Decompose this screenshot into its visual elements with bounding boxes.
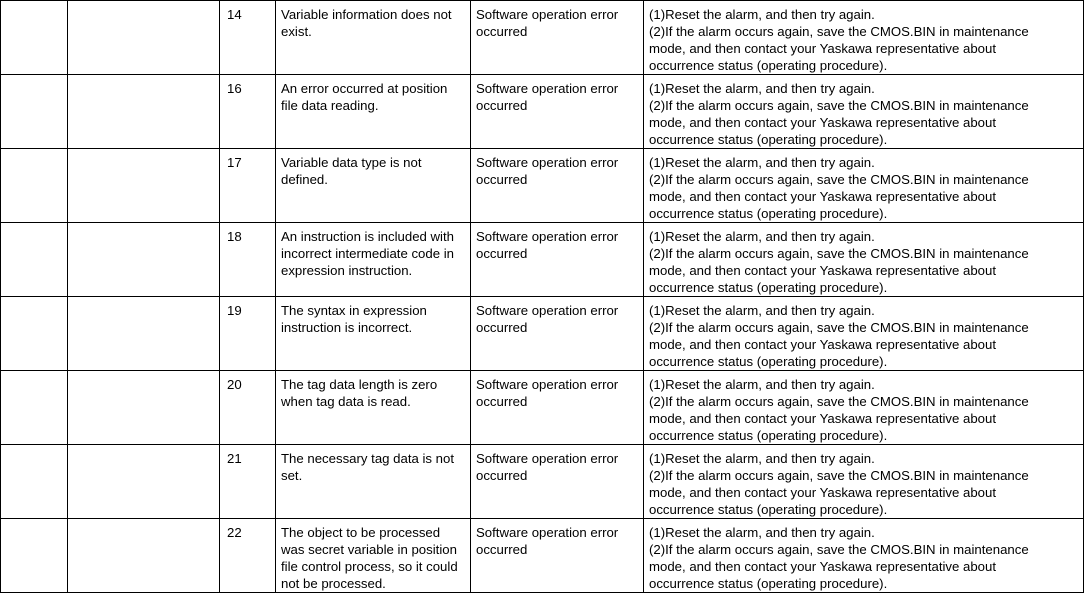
cause-cell: [471, 519, 644, 593]
cause-line: Software operation error: [476, 377, 619, 392]
cause-cell: [471, 149, 644, 223]
remedy-line: (2)If the alarm occurs again, save the CMOS.BIN in maintenance: [649, 468, 1029, 483]
cause-line: occurred: [476, 246, 528, 261]
remedy-cell: [644, 445, 1084, 519]
remedy-line: (1)Reset the alarm, and then try again.: [649, 81, 875, 96]
cause-line: Software operation error: [476, 7, 619, 22]
remedy-line: mode, and then contact your Yaskawa representative about: [649, 115, 997, 130]
remedy-cell: [644, 371, 1084, 445]
sub-code-cell: [220, 149, 276, 223]
remedy-line: (2)If the alarm occurs again, save the CMOS.BIN in maintenance: [649, 24, 1029, 39]
description-line: An error occurred at position: [281, 81, 448, 96]
description-line: The necessary tag data is not: [281, 451, 455, 466]
remedy-line: (2)If the alarm occurs again, save the CMOS.BIN in maintenance: [649, 246, 1029, 261]
remedy-line: (1)Reset the alarm, and then try again.: [649, 229, 875, 244]
remedy-line: (1)Reset the alarm, and then try again.: [649, 7, 875, 22]
cause-line: occurred: [476, 320, 528, 335]
description-line: incorrect intermediate code in: [281, 246, 454, 261]
remedy-line: (1)Reset the alarm, and then try again.: [649, 451, 875, 466]
remedy-line: (2)If the alarm occurs again, save the CMOS.BIN in maintenance: [649, 172, 1029, 187]
remedy-line: mode, and then contact your Yaskawa representative about: [649, 559, 997, 574]
sub-code-cell: [220, 445, 276, 519]
sub-code: 21: [227, 451, 242, 466]
table-row: [1, 149, 1084, 223]
description-cell: [276, 1, 471, 75]
description-line: when tag data is read.: [281, 394, 411, 409]
description-cell: [276, 371, 471, 445]
remedy-line: occurrence status (operating procedure).: [649, 58, 888, 73]
remedy-line: occurrence status (operating procedure).: [649, 280, 888, 295]
cause-line: occurred: [476, 542, 528, 557]
cause-cell: [471, 1, 644, 75]
description-line: The syntax in expression: [281, 303, 427, 318]
table-row: [1, 519, 1084, 593]
remedy-cell: [644, 519, 1084, 593]
remedy-line: (2)If the alarm occurs again, save the CMOS.BIN in maintenance: [649, 394, 1029, 409]
sub-code-cell: [220, 75, 276, 149]
remedy-line: occurrence status (operating procedure).: [649, 502, 888, 517]
remedy-cell: [644, 297, 1084, 371]
sub-code-cell: [220, 223, 276, 297]
description-line: The tag data length is zero: [281, 377, 438, 392]
sub-code: 18: [227, 229, 242, 244]
cause-cell: [471, 371, 644, 445]
group-cell: [1, 445, 68, 519]
subgroup-cell: [68, 1, 220, 75]
remedy-line: (1)Reset the alarm, and then try again.: [649, 303, 875, 318]
remedy-line: (1)Reset the alarm, and then try again.: [649, 525, 875, 540]
group-cell: [1, 223, 68, 297]
cause-cell: [471, 223, 644, 297]
description-line: set.: [281, 468, 303, 483]
remedy-cell: [644, 1, 1084, 75]
remedy-line: occurrence status (operating procedure).: [649, 428, 888, 443]
group-cell: [1, 371, 68, 445]
subgroup-cell: [68, 149, 220, 223]
group-cell: [1, 75, 68, 149]
cause-cell: [471, 297, 644, 371]
alarm-table-body: [1, 1, 1084, 593]
description-line: exist.: [281, 24, 312, 39]
table-row: [1, 297, 1084, 371]
table-row: [1, 223, 1084, 297]
remedy-line: (2)If the alarm occurs again, save the CMOS.BIN in maintenance: [649, 320, 1029, 335]
cause-line: Software operation error: [476, 229, 619, 244]
group-cell: [1, 297, 68, 371]
cause-cell: [471, 445, 644, 519]
subgroup-cell: [68, 223, 220, 297]
group-cell: [1, 1, 68, 75]
remedy-line: occurrence status (operating procedure).: [649, 206, 888, 221]
cause-line: occurred: [476, 468, 528, 483]
cause-line: Software operation error: [476, 451, 619, 466]
remedy-line: (2)If the alarm occurs again, save the CMOS.BIN in maintenance: [649, 98, 1029, 113]
sub-code-cell: [220, 519, 276, 593]
subgroup-cell: [68, 445, 220, 519]
sub-code: 20: [227, 377, 242, 392]
remedy-line: occurrence status (operating procedure).: [649, 354, 888, 369]
remedy-line: (1)Reset the alarm, and then try again.: [649, 377, 875, 392]
description-cell: [276, 445, 471, 519]
remedy-line: occurrence status (operating procedure).: [649, 576, 888, 591]
remedy-line: mode, and then contact your Yaskawa representative about: [649, 485, 997, 500]
description-line: expression instruction.: [281, 263, 413, 278]
remedy-line: (1)Reset the alarm, and then try again.: [649, 155, 875, 170]
sub-code: 16: [227, 81, 242, 96]
remedy-cell: [644, 223, 1084, 297]
cause-line: occurred: [476, 172, 528, 187]
description-line: An instruction is included with: [281, 229, 454, 244]
group-cell: [1, 519, 68, 593]
subgroup-cell: [68, 519, 220, 593]
subgroup-cell: [68, 371, 220, 445]
remedy-line: mode, and then contact your Yaskawa representative about: [649, 189, 997, 204]
cause-line: Software operation error: [476, 525, 619, 540]
cause-line: occurred: [476, 394, 528, 409]
description-line: Variable information does not: [281, 7, 452, 22]
cause-line: Software operation error: [476, 81, 619, 96]
sub-code: 22: [227, 525, 242, 540]
subgroup-cell: [68, 75, 220, 149]
remedy-line: mode, and then contact your Yaskawa representative about: [649, 337, 997, 352]
cause-line: Software operation error: [476, 155, 619, 170]
remedy-cell: [644, 75, 1084, 149]
table-row: [1, 75, 1084, 149]
remedy-line: occurrence status (operating procedure).: [649, 132, 888, 147]
description-cell: [276, 519, 471, 593]
description-cell: [276, 149, 471, 223]
sub-code-cell: [220, 1, 276, 75]
remedy-line: mode, and then contact your Yaskawa representative about: [649, 41, 997, 56]
group-cell: [1, 149, 68, 223]
table-row: [1, 445, 1084, 519]
table-row: [1, 371, 1084, 445]
subgroup-cell: [68, 297, 220, 371]
description-line: Variable data type is not: [281, 155, 422, 170]
cause-line: Software operation error: [476, 303, 619, 318]
description-line: The object to be processed: [281, 525, 441, 540]
description-line: not be processed.: [281, 576, 386, 591]
description-cell: [276, 297, 471, 371]
description-line: file control process, so it could: [281, 559, 458, 574]
description-cell: [276, 75, 471, 149]
sub-code-cell: [220, 371, 276, 445]
remedy-cell: [644, 149, 1084, 223]
sub-code: 19: [227, 303, 242, 318]
sub-code: 17: [227, 155, 242, 170]
description-line: was secret variable in position: [281, 542, 457, 557]
description-line: defined.: [281, 172, 328, 187]
remedy-line: mode, and then contact your Yaskawa representative about: [649, 411, 997, 426]
sub-code: 14: [227, 7, 242, 22]
description-cell: [276, 223, 471, 297]
sub-code-cell: [220, 297, 276, 371]
remedy-line: mode, and then contact your Yaskawa representative about: [649, 263, 997, 278]
cause-cell: [471, 75, 644, 149]
remedy-line: (2)If the alarm occurs again, save the CMOS.BIN in maintenance: [649, 542, 1029, 557]
description-line: file data reading.: [281, 98, 379, 113]
table-row: [1, 1, 1084, 75]
description-line: instruction is incorrect.: [281, 320, 413, 335]
cause-line: occurred: [476, 98, 528, 113]
cause-line: occurred: [476, 24, 528, 39]
